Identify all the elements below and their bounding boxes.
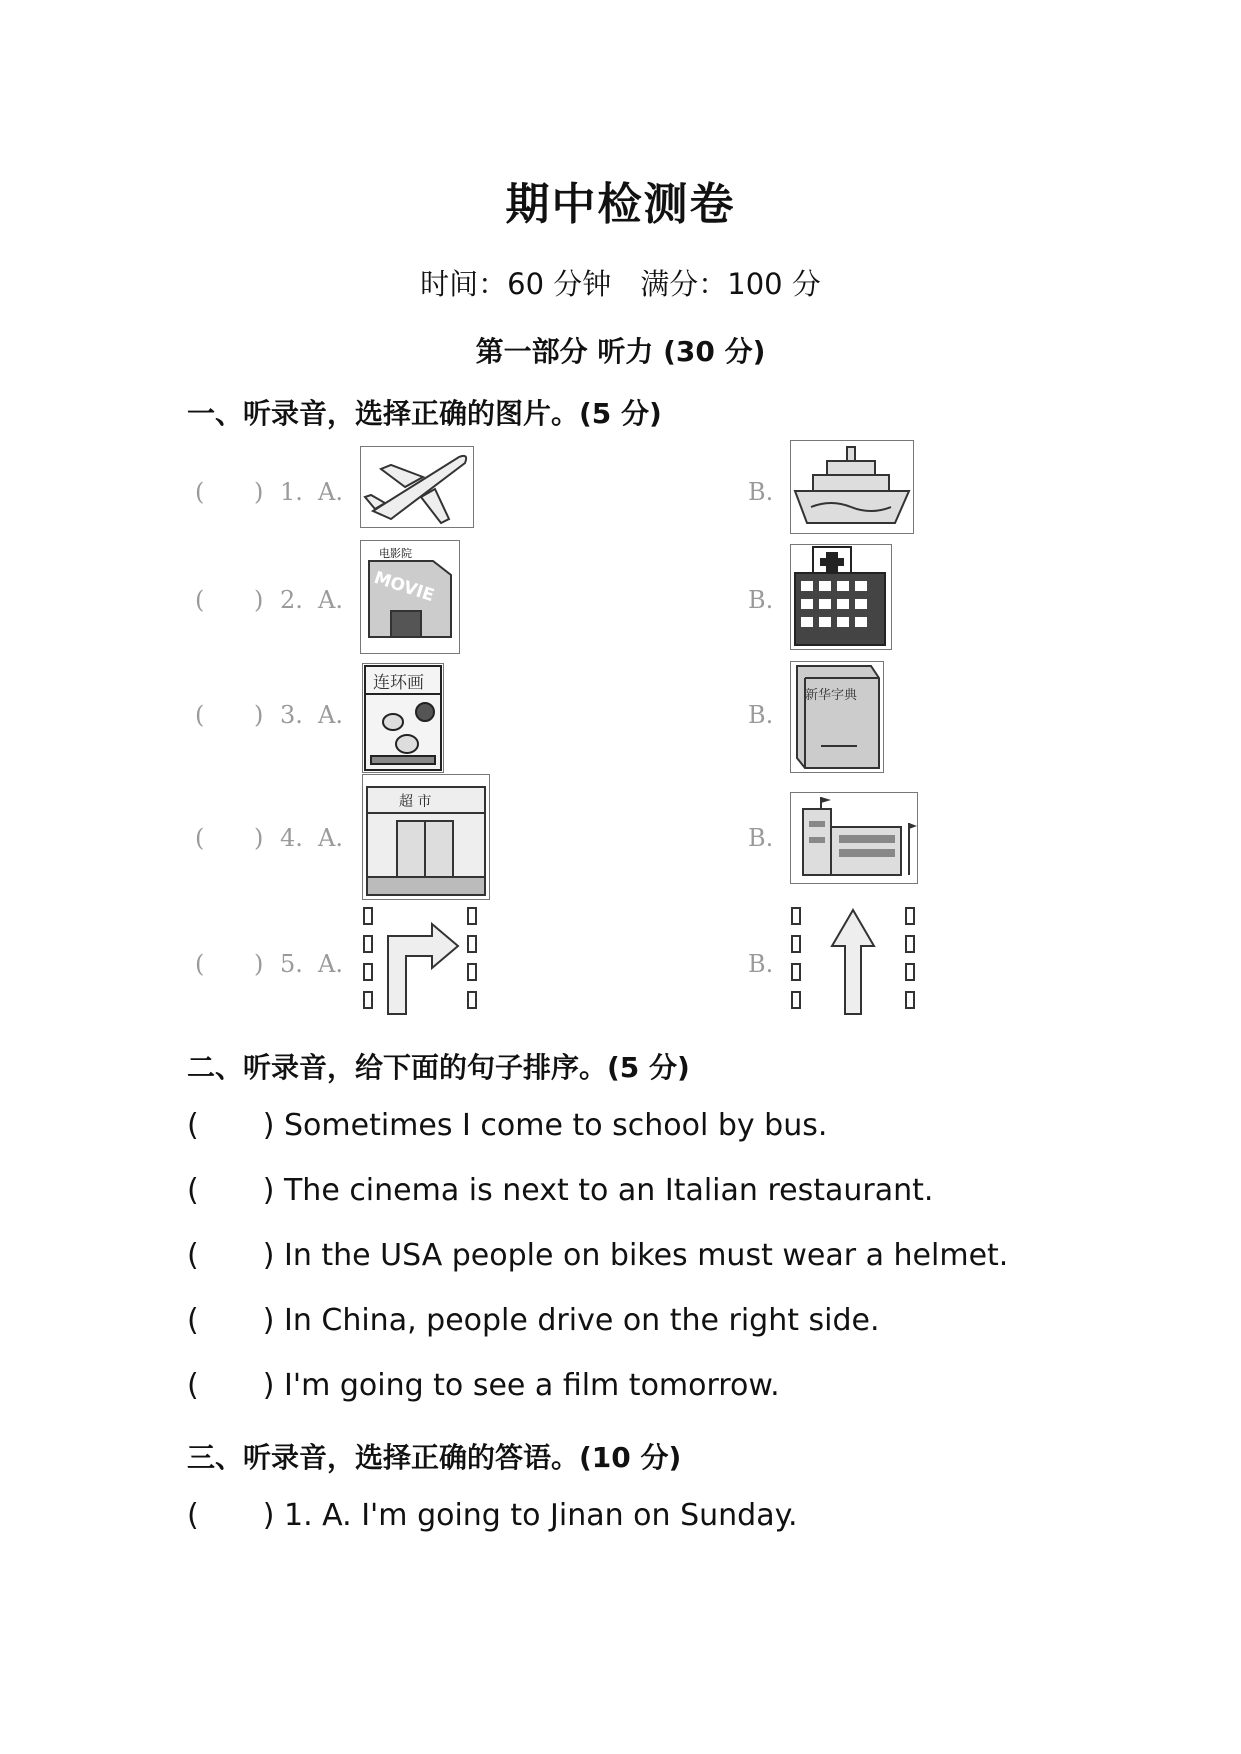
page-title: 期中检测卷	[505, 179, 736, 230]
answer-paren-open: (	[195, 701, 205, 729]
question-number: 3.	[280, 701, 303, 729]
answer-item	[187, 1498, 798, 1533]
ship-icon[interactable]	[790, 440, 914, 534]
supermarket-sign: 超 市	[399, 794, 432, 810]
answer-paren-close: )	[262, 1238, 275, 1273]
sentence-item	[187, 1368, 780, 1403]
question-number: 1.	[280, 478, 303, 506]
sentence-item	[187, 1173, 933, 1208]
answer-paren-close: )	[262, 1498, 275, 1533]
answer-paren-close: )	[262, 1368, 275, 1403]
answer-paren-open: (	[187, 1303, 199, 1338]
option-b-label: B.	[748, 824, 774, 852]
option-b-label: B.	[748, 478, 774, 506]
answer-paren-close: )	[262, 1108, 275, 1143]
answer-paren-open: (	[195, 478, 205, 506]
part-heading: 第一部分 听力 (30 分)	[475, 335, 766, 368]
question-row	[0, 440, 1241, 550]
answer-paren-open: (	[187, 1368, 199, 1403]
answer-paren-open: (	[187, 1108, 199, 1143]
exam-meta: 时间：60 分钟 满分：100 分	[420, 267, 821, 301]
airplane-icon[interactable]	[360, 446, 474, 528]
answer-paren-close: )	[254, 950, 264, 978]
answer-paren-close: )	[254, 478, 264, 506]
hospital-icon[interactable]	[790, 544, 892, 650]
option-a-label: A.	[318, 824, 343, 852]
turn-right-sign-icon[interactable]	[362, 906, 478, 1016]
answer-paren-close: )	[254, 586, 264, 614]
option-a-label: A.	[318, 586, 343, 614]
question-row	[0, 772, 1241, 882]
section2-heading: 二、听录音，给下面的句子排序。(5 分)	[187, 1051, 690, 1084]
answer-paren-close: )	[254, 701, 264, 729]
section1-heading: 一、听录音，选择正确的图片。(5 分)	[187, 397, 662, 430]
answer-paren-open: (	[195, 824, 205, 852]
question-row	[0, 540, 1241, 650]
dictionary-title: 新华字典	[805, 688, 858, 703]
answer-text: 1. A. I'm going to Jinan on Sunday.	[283, 1498, 798, 1533]
comic-book-icon[interactable]	[362, 663, 444, 773]
option-a-label: A.	[318, 950, 343, 978]
sentence-item	[187, 1238, 1008, 1273]
sentence-text: In the USA people on bikes must wear a helmet.	[283, 1238, 1009, 1273]
option-b-label: B.	[748, 586, 774, 614]
question-number: 4.	[280, 824, 303, 852]
cinema-sign: 电影院	[379, 547, 412, 560]
answer-paren-close: )	[254, 824, 264, 852]
answer-paren-close: )	[262, 1173, 275, 1208]
cinema-icon[interactable]	[360, 540, 460, 654]
question-number: 5.	[280, 950, 303, 978]
option-b-label: B.	[748, 701, 774, 729]
sentence-text: The cinema is next to an Italian restaurant.	[283, 1173, 934, 1208]
answer-paren-open: (	[195, 950, 205, 978]
sentence-text: Sometimes I come to school by bus.	[283, 1108, 828, 1143]
sentence-item	[187, 1108, 827, 1143]
section3-heading: 三、听录音，选择正确的答语。(10 分)	[187, 1441, 682, 1474]
option-b-label: B.	[748, 950, 774, 978]
answer-paren-close: )	[262, 1303, 275, 1338]
answer-paren-open: (	[195, 586, 205, 614]
comic-title: 连环画	[373, 673, 424, 693]
sentence-item	[187, 1303, 880, 1338]
go-straight-sign-icon[interactable]	[790, 906, 916, 1016]
answer-paren-open: (	[187, 1173, 199, 1208]
sentence-text: I'm going to see a film tomorrow.	[283, 1368, 780, 1403]
movie-text: MOVIE	[371, 567, 437, 607]
supermarket-icon[interactable]	[362, 774, 490, 900]
answer-paren-open: (	[187, 1238, 199, 1273]
school-icon[interactable]	[790, 792, 918, 884]
question-row	[0, 906, 1241, 1016]
question-row	[0, 655, 1241, 765]
answer-paren-open: (	[187, 1498, 199, 1533]
question-number: 2.	[280, 586, 303, 614]
option-a-label: A.	[318, 478, 343, 506]
option-a-label: A.	[318, 701, 343, 729]
dictionary-icon[interactable]	[790, 661, 884, 773]
sentence-text: In China, people drive on the right side.	[283, 1303, 880, 1338]
